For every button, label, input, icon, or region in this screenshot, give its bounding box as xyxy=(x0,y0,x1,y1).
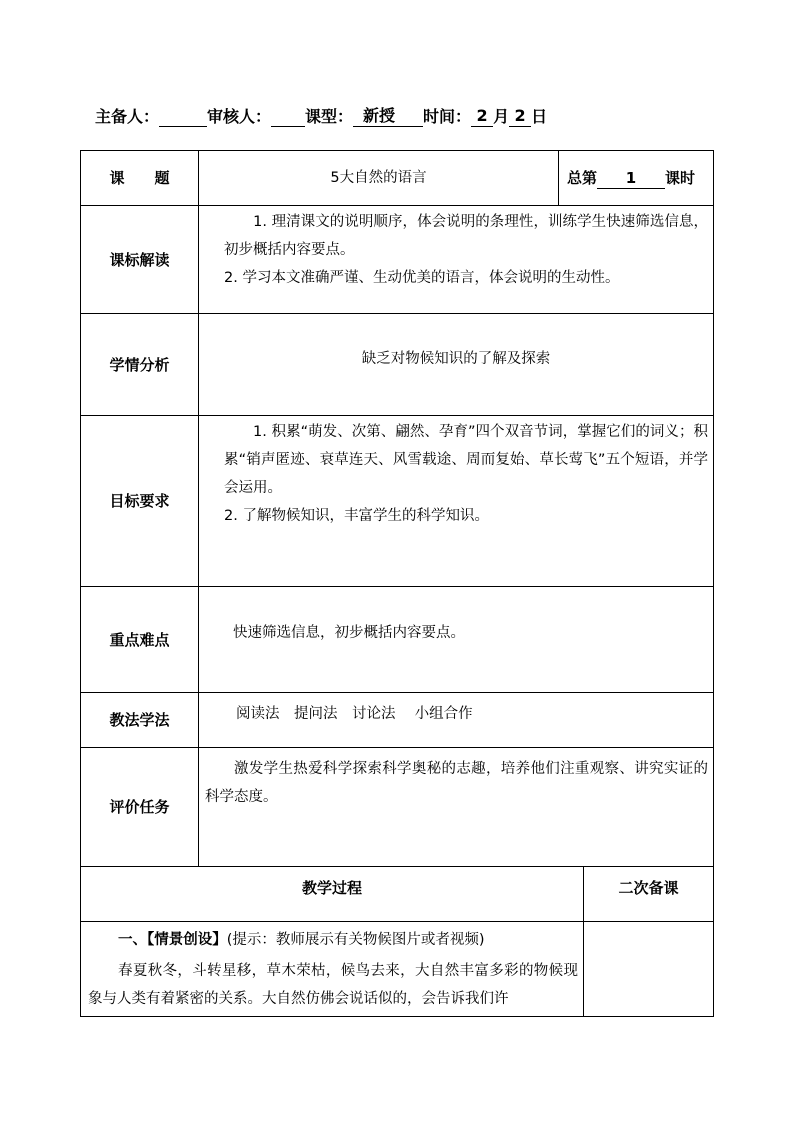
analysis-row-label: 学情分析 xyxy=(109,355,170,374)
preparer-blank xyxy=(159,126,207,127)
reviewer-blank xyxy=(271,126,305,127)
focus-row-label: 重点难点 xyxy=(109,630,170,649)
reviewer-label: 审核人： xyxy=(207,107,272,126)
time-label: 时间： xyxy=(423,107,472,126)
total-prefix: 总第 xyxy=(567,169,598,187)
goals-line-2: 2. 了解物候知识，丰富学生的科学知识。 xyxy=(224,508,489,524)
document-header xyxy=(95,103,547,127)
methods-content: 阅读法 提问法 讨论法 小组合作 xyxy=(236,706,473,722)
total-lesson-count xyxy=(559,151,713,205)
column-divider xyxy=(198,150,199,866)
process-body: 春夏秋冬，斗转星移，草木荣枯，候鸟去来，大自然丰富多彩的物候现象与人类有着紧密的关系。大自然仿佛会说话似的，会告诉我们许 xyxy=(88,963,578,1007)
month-label: 月 xyxy=(493,107,510,126)
month-value: 2 xyxy=(471,106,493,127)
table-border-bottom xyxy=(80,1016,714,1017)
curriculum-line-2: 2. 学习本文准确严谨、生动优美的语言，体会说明的生动性。 xyxy=(224,270,620,286)
goals-content xyxy=(224,417,708,530)
day-value: 2 xyxy=(509,106,531,127)
goals-row-label: 目标要求 xyxy=(109,492,170,510)
total-suffix: 课时 xyxy=(665,169,696,187)
section-note: (提示：教师展示有关物候图片或者视频) xyxy=(226,932,485,948)
total-value: 1 xyxy=(597,168,665,189)
analysis-content: 缺乏对物候知识的了解及探索 xyxy=(361,351,551,367)
goals-line-1: 1. 积累“萌发、次第、翩然、孕育”四个双音节词，掌握它们的词义；积累“销声匿迹、衰草连天、风雪载途、周而复始、草长莺飞”五个短语，并学会运用。 xyxy=(224,424,708,496)
table-border-right xyxy=(713,150,714,1017)
lesson-title: 5大自然的语言 xyxy=(330,170,427,186)
type-value: 新授 xyxy=(353,106,423,127)
process-header-label: 教学过程 xyxy=(301,879,362,897)
curriculum-row-label: 课标解读 xyxy=(109,250,170,269)
section-title: 【情景创设】 xyxy=(147,932,227,948)
focus-content: 快速筛选信息，初步概括内容要点。 xyxy=(233,625,465,641)
evaluation-row-label: 评价任务 xyxy=(109,798,170,816)
curriculum-content xyxy=(224,206,708,292)
process-section-heading xyxy=(118,926,578,954)
title-row-label: 课 题 xyxy=(109,169,170,187)
evaluation-content: 激发学生热爱科学探索科学奥秘的志趣，培养他们注重观察、讲究实证的科学态度。 xyxy=(205,761,708,805)
day-label: 日 xyxy=(531,107,548,126)
preparer-label: 主备人： xyxy=(95,107,160,126)
section-number: 一、 xyxy=(118,932,147,948)
second-prep-label: 二次备课 xyxy=(618,879,679,897)
type-label: 课型： xyxy=(305,107,354,126)
methods-row-label: 教法学法 xyxy=(109,711,170,729)
curriculum-line-1: 1. 理清课文的说明顺序，体会说明的条理性，训练学生快速筛选信息，初步概括内容要点。 xyxy=(224,214,708,258)
row-divider xyxy=(80,921,714,922)
